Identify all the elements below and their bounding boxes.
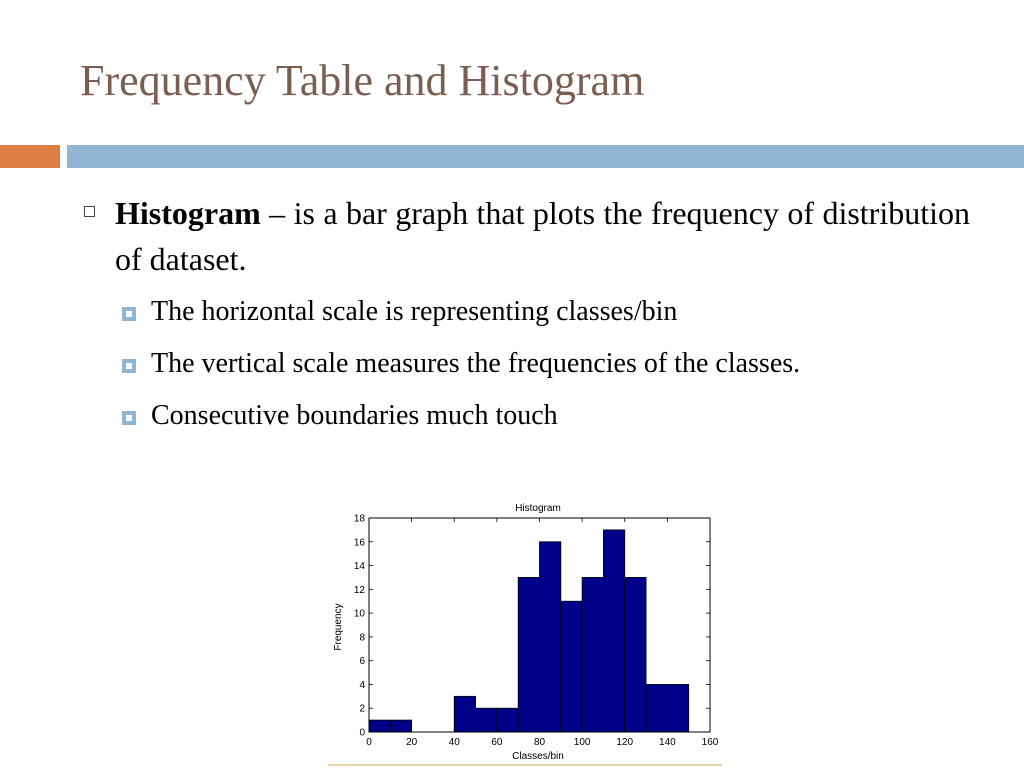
square-bullet-icon [122, 359, 136, 373]
y-tick-label: 14 [353, 561, 365, 573]
y-tick-label: 0 [359, 727, 365, 739]
histogram-bar [540, 542, 561, 732]
histogram-bar [646, 684, 667, 732]
slide-content [80, 190, 970, 446]
x-tick-label: 100 [573, 737, 591, 748]
y-tick-label: 2 [359, 703, 365, 715]
sub-bullet-item [80, 394, 970, 437]
sub-bullet-list [80, 290, 970, 437]
histogram-chart [328, 496, 722, 766]
accent-bar-blue [67, 145, 1024, 168]
histogram-bar [476, 708, 497, 732]
y-tick-label: 12 [353, 584, 365, 596]
histogram-bar [561, 601, 582, 732]
bars-group [369, 530, 689, 732]
histogram-bar [497, 708, 518, 732]
square-bullet-icon [122, 411, 136, 425]
x-tick-label: 120 [616, 737, 634, 748]
x-tick-label: 40 [448, 737, 460, 748]
histogram-bar [369, 720, 390, 732]
sub-bullet-item [80, 342, 970, 385]
histogram-bar [454, 696, 475, 732]
x-tick-label: 140 [659, 737, 676, 748]
x-tick-label: 0 [366, 737, 372, 748]
histogram-bar [625, 577, 646, 732]
sub-bullet-text: The vertical scale measures the frequencies of the classes. [151, 348, 801, 379]
y-tick-label: 4 [359, 679, 365, 691]
x-tick-label: 80 [533, 737, 546, 748]
x-tick-label: 60 [491, 737, 503, 748]
sub-bullet-text: Consecutive boundaries much touch [151, 400, 558, 431]
bullet-term: Histogram [115, 195, 261, 231]
y-axis-label: Frequency [333, 603, 344, 651]
bullet-definition: – is a bar graph that plots the frequency of distribution of dataset. [115, 195, 970, 277]
figure-underline [328, 764, 722, 766]
histogram-bar [390, 720, 411, 732]
x-tick-label: 160 [701, 737, 719, 748]
y-tick-label: 10 [353, 608, 365, 620]
histogram-figure [328, 496, 722, 766]
histogram-bar [518, 577, 539, 732]
chart-title: Histogram [515, 503, 561, 514]
sub-bullet-item [80, 290, 970, 333]
y-tick-label: 8 [359, 632, 365, 644]
histogram-bar [582, 577, 603, 732]
accent-bar-orange [0, 145, 60, 168]
hollow-square-bullet-icon [84, 206, 95, 217]
page-title: Frequency Table and Histogram [80, 56, 645, 105]
histogram-bar [667, 684, 688, 732]
y-tick-label: 18 [353, 513, 365, 525]
y-tick-label: 16 [353, 537, 365, 549]
bullet-histogram [80, 190, 970, 282]
square-bullet-icon [122, 307, 136, 321]
histogram-bar [603, 530, 624, 732]
x-tick-label: 20 [406, 737, 418, 748]
sub-bullet-text: The horizontal scale is representing classes/bin [151, 296, 678, 327]
y-tick-label: 6 [359, 656, 365, 668]
x-axis-label: Classes/bin [512, 751, 564, 762]
